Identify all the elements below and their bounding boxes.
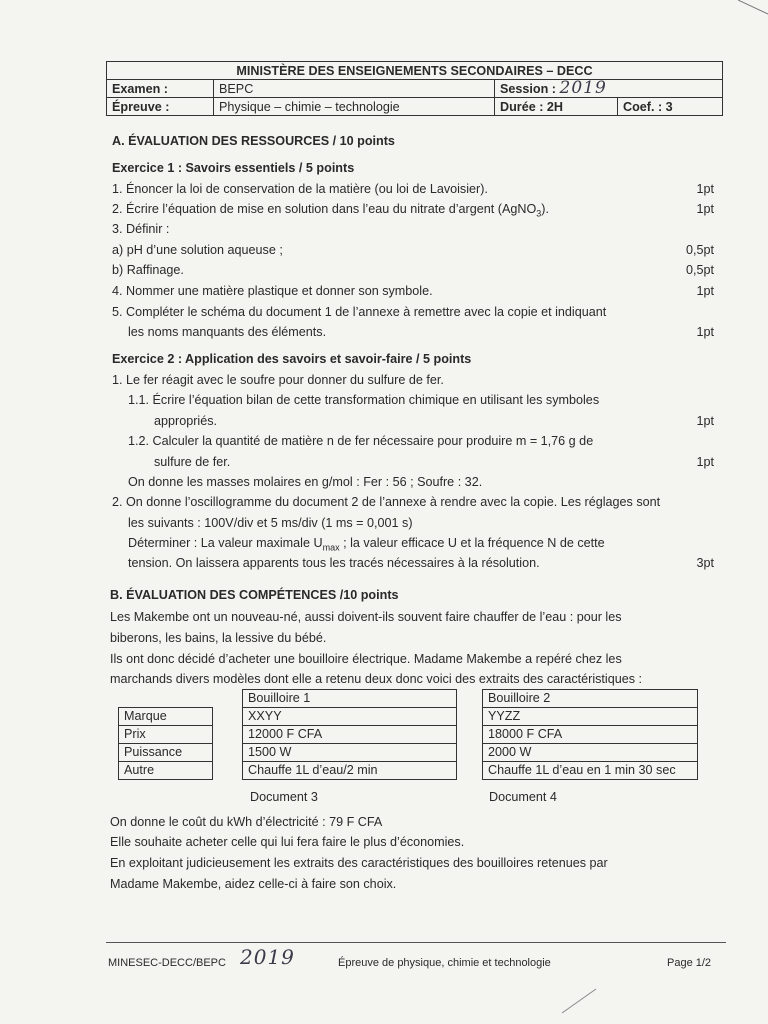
kettle-1-name: Bouilloire 1 <box>243 690 457 708</box>
ex2-q2-points: 3pt <box>696 556 714 570</box>
exam-value: BEPC <box>214 80 495 98</box>
kettle-1-table <box>242 689 457 780</box>
ex1-q2: 2. Écrire l’équation de mise en solution dans l’eau du nitrate d’argent (AgNO$_3$). <box>112 202 549 219</box>
footer-rule <box>106 942 726 943</box>
subject-label: Épreuve : <box>107 98 214 116</box>
kettle-1-brand: XXYY <box>243 708 457 726</box>
ex1-q2-points: 1pt <box>696 202 714 216</box>
ex1-q5-line2: les noms manquants des éléments. <box>128 325 327 339</box>
document-3-caption: Document 3 <box>250 790 318 804</box>
ex2-q2-line4: tension. On laissera apparents tous les tracés nécessaires à la résolution. <box>128 556 540 570</box>
subject-value: Physique – chimie – technologie <box>214 98 495 116</box>
session-cell <box>495 80 723 98</box>
ex2-q1: 1. Le fer réagit avec le soufre pour donner du sulfure de fer. <box>112 373 444 387</box>
kettle-2-other: Chauffe 1L d’eau en 1 min 30 sec <box>483 762 698 780</box>
ex2-molar-masses: On donne les masses molaires en g/mol : Fer : 56 ; Soufre : 32. <box>128 475 483 489</box>
exam-label: Examen : <box>107 80 214 98</box>
ex1-q3: 3. Définir : <box>112 222 170 236</box>
ex2-q11-line2: appropriés. <box>154 414 218 428</box>
ex1-q3a-points: 0,5pt <box>685 243 714 257</box>
ex2-q12-points: 1pt <box>696 455 714 469</box>
kettle-1-price: 12000 F CFA <box>243 726 457 744</box>
row-label: Puissance <box>119 744 213 762</box>
exercise-2-title: Exercice 2 : Application des savoirs et savoir-faire / 5 points <box>112 352 472 366</box>
ex2-q2-line1: 2. On donne l’oscillogramme du document 2 de l’annexe à rendre avec la copie. Les réglages sont <box>112 495 661 509</box>
ex1-q3b: b) Raffinage. <box>112 263 184 277</box>
coefficient: Coef. : 3 <box>618 98 723 116</box>
ex1-q4: 4. Nommer une matière plastique et donner son symbole. <box>112 284 433 298</box>
electricity-cost: On donne le coût du kWh d’électricité : 79 F CFA <box>110 815 383 829</box>
kettle-2-brand: YYZZ <box>483 708 698 726</box>
footer-page-number: Page 1/2 <box>667 957 712 969</box>
ex2-q2-line3: Déterminer : La valeur maximale $U_{max}$ ; la valeur efficace U et la fréquence N de cette <box>128 536 605 553</box>
kettle-2-power: 2000 W <box>483 744 698 762</box>
footer-subject: Épreuve de physique, chimie et technologie <box>338 957 551 969</box>
context-line2: biberons, les bains, la lessive du bébé. <box>110 631 327 645</box>
kettle-2-price: 18000 F CFA <box>483 726 698 744</box>
kettle-1-power: 1500 W <box>243 744 457 762</box>
ex1-q1: 1. Énoncer la loi de conservation de la matière (ou loi de Lavoisier). <box>112 182 488 196</box>
ministry-title: MINISTÈRE DES ENSEIGNEMENTS SECONDAIRES – DECC <box>107 62 723 80</box>
task-line1: Elle souhaite acheter celle qui lui fera faire le plus d’économies. <box>110 835 465 849</box>
ex2-q11-points: 1pt <box>696 414 714 428</box>
ex1-q1-points: 1pt <box>696 182 714 196</box>
section-a-title: A. ÉVALUATION DES RESSOURCES / 10 points <box>112 134 395 148</box>
ex2-q12-line1: 1.2. Calculer la quantité de matière n de fer nécessaire pour produire m = 1,76 g de <box>128 434 594 448</box>
task-line2: En exploitant judicieusement les extraits des caractéristiques des bouilloires retenues par <box>110 856 608 870</box>
section-b-title: B. ÉVALUATION DES COMPÉTENCES /10 points <box>110 588 399 602</box>
row-label: Marque <box>119 708 213 726</box>
ex2-q12-line2: sulfure de fer. <box>154 455 231 469</box>
document-4-caption: Document 4 <box>489 790 557 804</box>
ex1-q3a: a) pH d’une solution aqueuse ; <box>112 243 283 257</box>
duration: Durée : 2H <box>495 98 618 116</box>
context-line4: marchands divers modèles dont elle a retenu deux donc voici des extraits des caractéristiques : <box>110 672 643 686</box>
exercise-1-title: Exercice 1 : Savoirs essentiels / 5 points <box>112 161 355 175</box>
footer-year-handwritten: 2019 <box>240 945 295 969</box>
context-line1: Les Makembe ont un nouveau-né, aussi doivent-ils souvent faire chauffer de l’eau : pour les <box>110 610 622 624</box>
task-line3: Madame Makembe, aidez celle-ci à faire son choix. <box>110 877 397 891</box>
ex2-q11-line1: 1.1. Écrire l’équation bilan de cette transformation chimique en utilisant les symboles <box>128 393 600 407</box>
session-year: 2019 <box>559 78 607 98</box>
ex1-q4-points: 1pt <box>696 284 714 298</box>
folded-corner-mark <box>738 0 768 30</box>
footer-code: MINESEC-DECC/BEPC <box>108 957 226 969</box>
ex2-q2-line2: les suivants : 100V/div et 5 ms/div (1 ms = 0,001 s) <box>128 516 413 530</box>
ex1-q5-line1: 5. Compléter le schéma du document 1 de l’annexe à remettre avec la copie et indiquant <box>112 305 607 319</box>
kettle-1-other: Chauffe 1L d’eau/2 min <box>243 762 457 780</box>
kettle-2-name: Bouilloire 2 <box>483 690 698 708</box>
header-table <box>106 61 723 116</box>
row-label: Prix <box>119 726 213 744</box>
context-line3: Ils ont donc décidé d’acheter une bouilloire électrique. Madame Makembe a repéré chez les <box>110 652 622 666</box>
kettle-2-table <box>482 689 698 780</box>
pen-stroke-mark <box>560 985 600 1015</box>
row-label: Autre <box>119 762 213 780</box>
session-label: Session : <box>500 82 556 96</box>
ex1-q5-points: 1pt <box>696 325 714 339</box>
characteristics-labels-table <box>118 707 213 780</box>
ex1-q3b-points: 0,5pt <box>685 263 714 277</box>
